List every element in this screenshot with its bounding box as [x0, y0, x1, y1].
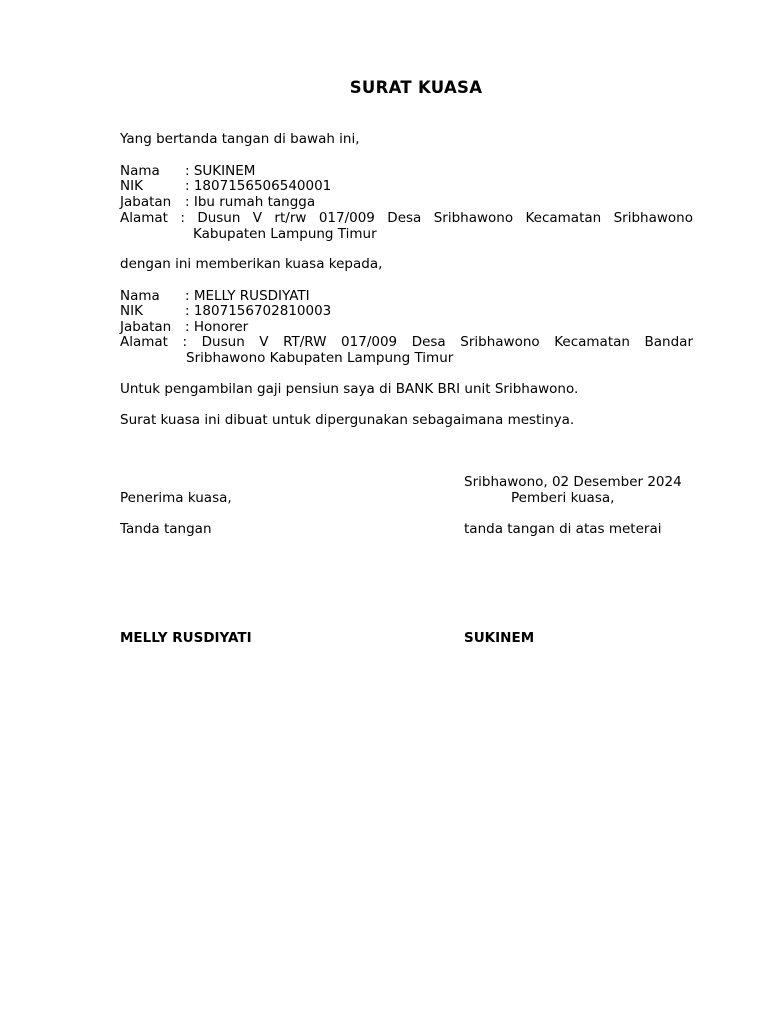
giver-label: Pemberi kuasa, — [511, 490, 615, 506]
grantee-nik-value: : 1807156702810003 — [185, 303, 332, 319]
place-date: Sribhawono, 02 Desember 2024 — [464, 474, 682, 490]
intro-text: Yang bertanda tangan di bawah ini, — [120, 131, 360, 147]
giver-sign-note: tanda tangan di atas meterai — [464, 521, 662, 537]
grantor-nama-value: : SUKINEM — [185, 163, 256, 179]
receiver-name: MELLY RUSDIYATI — [120, 630, 252, 646]
grantee-nama-label: Nama — [120, 288, 160, 304]
giver-name: SUKINEM — [464, 630, 535, 646]
grantee-alamat-line1: Alamat : Dusun V RT/RW 017/009 Desa Sribhawono Kecamatan Bandar — [120, 334, 693, 350]
grantee-nik-label: NIK — [120, 303, 143, 319]
receiver-sign-note: Tanda tangan — [120, 521, 212, 537]
grantee-jabatan-label: Jabatan — [120, 319, 172, 335]
closing-text: Surat kuasa ini dibuat untuk dipergunakan sebagaimana mestinya. — [120, 412, 575, 428]
grantor-jabatan-label: Jabatan — [120, 194, 172, 210]
grantor-alamat-line2: Kabupaten Lampung Timur — [193, 226, 377, 242]
grantor-alamat-line1: Alamat : Dusun V rt/rw 017/009 Desa Sribhawono Kecamatan Sribhawono — [120, 210, 693, 226]
document-title: SURAT KUASA — [349, 78, 483, 97]
grantor-nik-value: : 1807156506540001 — [185, 178, 332, 194]
grantee-jabatan-value: : Honorer — [185, 319, 249, 335]
grantor-nama-label: Nama — [120, 163, 160, 179]
grantor-jabatan-value: : Ibu rumah tangga — [185, 194, 316, 210]
grantor-nik-label: NIK — [120, 178, 143, 194]
purpose-text: Untuk pengambilan gaji pensiun saya di BANK BRI unit Sribhawono. — [120, 381, 579, 397]
receiver-label: Penerima kuasa, — [120, 490, 232, 506]
middle-text: dengan ini memberikan kuasa kepada, — [120, 256, 383, 272]
grantee-alamat-line2: Sribhawono Kabupaten Lampung Timur — [186, 350, 454, 366]
grantee-nama-value: : MELLY RUSDIYATI — [185, 288, 310, 304]
